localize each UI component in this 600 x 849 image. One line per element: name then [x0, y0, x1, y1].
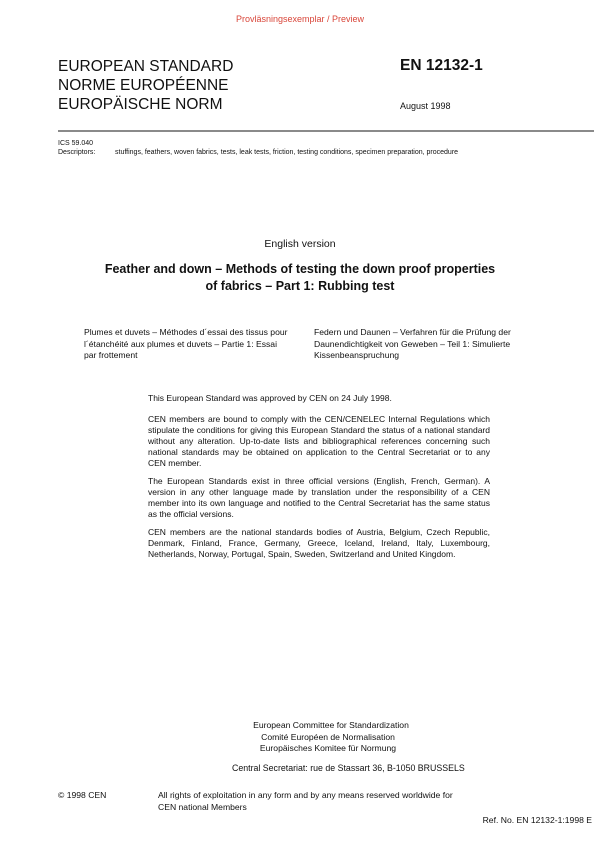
publication-date: August 1998 — [400, 101, 451, 111]
ics-code: ICS 59.040 — [58, 140, 94, 147]
central-secretariat-address: Central Secretariat: rue de Stassart 36, B-1050 BRUSSELS — [232, 763, 465, 773]
document-title: Feather and down – Methods of testing the down proof properties of fabrics – Part 1: Rubbing test — [104, 262, 496, 293]
header-divider — [58, 130, 594, 132]
body-paragraph-members: CEN members are the national standards bodies of Austria, Belgium, Czech Republic, Denmark, Finland, France, Germany, Greece, Iceland, Ireland, Italy, Luxembourg, Netherlands, Norway, Portugal, Spain, Sweden, Switzerland and United Kingdom. — [148, 527, 490, 559]
standard-type-english: EUROPEAN STANDARD — [58, 58, 234, 75]
copyright-notice: © 1998 CEN — [58, 790, 107, 800]
reference-number: Ref. No. EN 12132-1:1998 E — [482, 815, 592, 825]
document-body — [148, 393, 490, 567]
cen-organization-names — [0, 720, 600, 755]
body-paragraph-versions: The European Standards exist in three official versions (English, French, German). A version in any other language made by translation under the responsibility of a CEN member into its own language and notified to the Central Secretariat has the same status as the official versions. — [148, 476, 490, 519]
descriptors-text: stuffings, feathers, woven fabrics, tests, leak tests, friction, testing conditions, specimen preparation, procedure — [115, 149, 459, 156]
preview-watermark: Provläsningsexemplar / Preview — [235, 14, 365, 24]
standard-type-french: NORME EUROPÉENNE — [58, 77, 229, 94]
approval-statement: This European Standard was approved by CEN on 24 July 1998. — [148, 393, 392, 403]
cen-name-english: European Committee for Standardization — [253, 720, 409, 730]
body-paragraph-regulations: CEN members are bound to comply with the CEN/CENELEC Internal Regulations which stipulate the conditions for giving this European Standard the status of a national standard without any alteration. Up-to-date lists and bibliographical references concerning such national standards may be obtained on application to the Central Secretariat or to any CEN member. — [148, 414, 490, 468]
standard-number: EN 12132-1 — [400, 57, 483, 74]
version-label: English version — [264, 238, 336, 250]
descriptors-label: Descriptors: — [58, 149, 96, 156]
rights-statement: All rights of exploitation in any form and by any means reserved worldwide for CEN national Members — [158, 790, 453, 812]
standard-type-german: EUROPÄISCHE NORM — [58, 96, 223, 113]
standard-type-heading — [58, 57, 233, 114]
cen-name-french: Comité Européen de Normalisation — [261, 731, 395, 742]
french-title: Plumes et duvets – Méthodes d´essai des tissus pour l´étanchéité aux plumes et duvets – Partie 1: Essai par frottement — [84, 327, 288, 360]
german-title: Federn und Daunen – Verfahren für die Prüfung der Daunendichtigkeit von Geweben – Teil 1: Simulierte Kissenbeanspruchung — [314, 327, 511, 360]
cen-name-german: Europäisches Komitee für Normung — [259, 743, 397, 753]
